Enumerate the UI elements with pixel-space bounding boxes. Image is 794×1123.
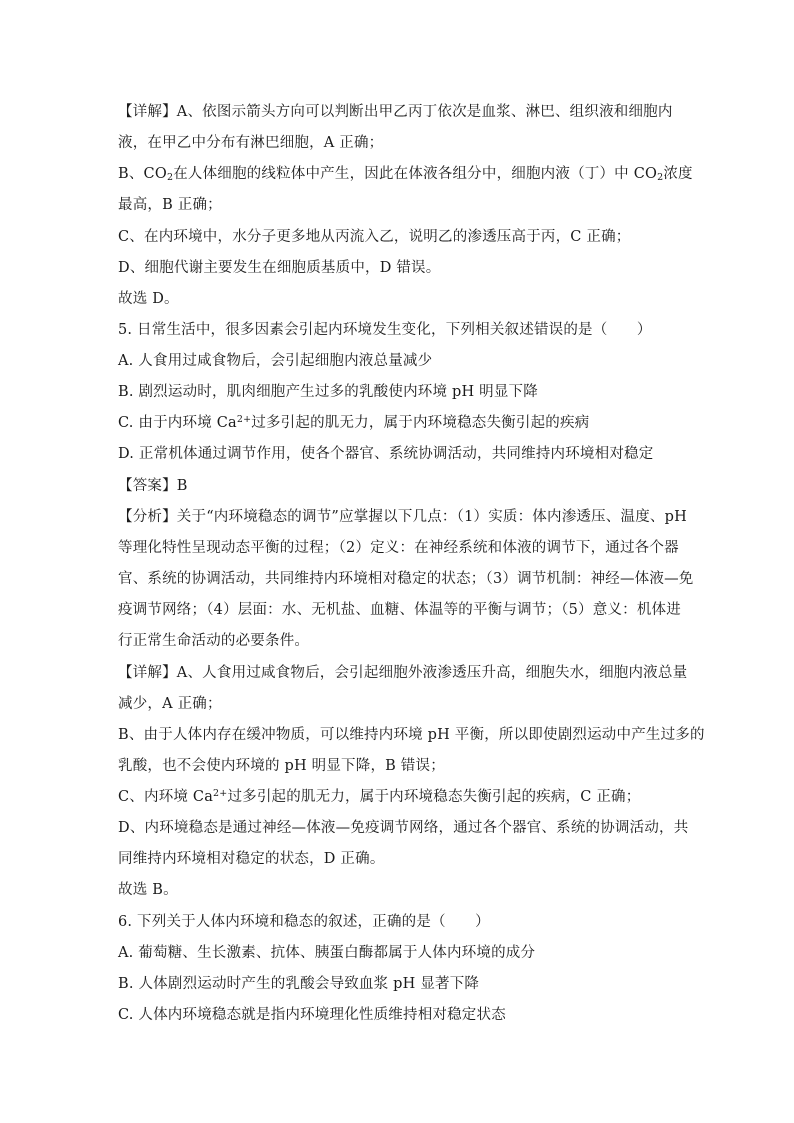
question-6-stem: 6. 下列关于人体内环境和稳态的叙述，正确的是（ ） bbox=[118, 914, 490, 930]
detail-5-option-a-line-2: 减少，A 正确； bbox=[118, 696, 222, 712]
question-5-option-b: B. 剧烈运动时，肌肉细胞产生过多的乳酸使内环境 pH 明显下降 bbox=[118, 384, 538, 400]
analysis-5-line-3: 官、系统的协调活动，共同维持内环境相对稳定的状态；（3）调节机制：神经—体液—免 bbox=[118, 571, 694, 587]
detail-4-option-b-line-1: B、$CO_2$在人体细胞的线粒体中产生，因此在体液各组分中，细胞内液（丁）中 $CO_2$浓度 bbox=[118, 166, 693, 183]
analysis-5-line-2: 等理化特性呈现动态平衡的过程；（2）定义：在神经系统和体液的调节下，通过各个器 bbox=[118, 540, 679, 556]
detail-5-option-d-line-2: 同维持内环境相对稳定的状态，D 正确。 bbox=[118, 851, 385, 867]
detail-4-line-2: 液，在甲乙中分布有淋巴细胞，A 正确； bbox=[118, 135, 384, 151]
answer-5: 【答案】B bbox=[118, 478, 188, 494]
question-5-stem: 5. 日常生活中，很多因素会引起内环境发生变化，下列相关叙述错误的是（ ） bbox=[118, 322, 652, 338]
question-6-option-c: C. 人体内环境稳态就是指内环境理化性质维持相对稳定状态 bbox=[118, 1007, 506, 1023]
detail-5-option-d-line-1: D、内环境稳态是通过神经—体液—免疫调节网络，通过各个器官、系统的协调活动，共 bbox=[118, 820, 689, 836]
detail-5-option-b-line-1: B、由于人体内存在缓冲物质，可以维持内环境 pH 平衡，所以即使剧烈运动中产生过多的 bbox=[118, 727, 705, 743]
analysis-5-line-4: 疫调节网络；（4）层面：水、无机盐、血糖、体温等的平衡与调节；（5）意义：机体进 bbox=[118, 602, 681, 618]
question-5-option-a: A. 人食用过咸食物后，会引起细胞内液总量减少 bbox=[118, 353, 433, 369]
detail-4-option-d: D、细胞代谢主要发生在细胞质基质中，D 错误。 bbox=[118, 260, 441, 276]
question-6-option-a: A. 葡萄糖、生长激素、抗体、胰蛋白酶都属于人体内环境的成分 bbox=[118, 945, 536, 961]
analysis-5-line-1: 【分析】关于“内环境稳态的调节”应掌握以下几点：（1）实质：体内渗透压、温度、pH bbox=[118, 509, 687, 525]
detail-5-option-b-line-2: 乳酸，也不会使内环境的 pH 明显下降，B 错误； bbox=[118, 758, 445, 774]
detail-4-option-c: C、在内环境中，水分子更多地从丙流入乙，说明乙的渗透压高于丙，C 正确； bbox=[118, 229, 631, 245]
analysis-5-line-5: 行正常生命活动的必要条件。 bbox=[118, 633, 310, 649]
answer-choice-5: 故选 B。 bbox=[118, 882, 178, 898]
question-5-option-d: D. 正常机体通过调节作用，使各个器官、系统协调活动，共同维持内环境相对稳定 bbox=[118, 446, 654, 462]
question-6-option-b: B. 人体剧烈运动时产生的乳酸会导致血浆 pH 显著下降 bbox=[118, 976, 480, 992]
answer-choice-4: 故选 D。 bbox=[118, 291, 179, 307]
question-5-option-c: C. 由于内环境 $Ca^{2+}$过多引起的肌无力，属于内环境稳态失衡引起的疾病 bbox=[118, 414, 590, 431]
detail-5-option-c: C、内环境 $Ca^{2+}$过多引起的肌无力，属于内环境稳态失衡引起的疾病，C 正确； bbox=[118, 788, 641, 805]
detail-4-line-1: 【详解】A、依图示箭头方向可以判断出甲乙丙丁依次是血浆、淋巴、组织液和细胞内 bbox=[118, 104, 673, 120]
detail-5-option-a-line-1: 【详解】A、人食用过咸食物后，会引起细胞外液渗透压升高，细胞失水，细胞内液总量 bbox=[118, 665, 688, 681]
detail-4-option-b-line-2: 最高，B 正确； bbox=[118, 197, 222, 213]
